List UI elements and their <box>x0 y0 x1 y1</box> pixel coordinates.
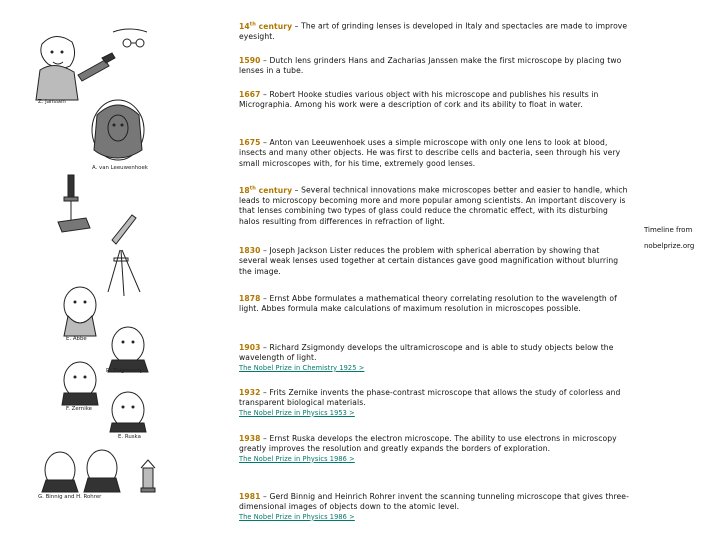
entry-date: 18th century <box>239 185 293 195</box>
brass-microscope-icon <box>58 175 90 232</box>
entry-text: – Frits Zernike invents the phase-contrast microscope that allows the study of colorless and transparent biological materials. <box>239 388 621 408</box>
entry-date: 1981 <box>239 492 261 501</box>
entry-date: 1903 <box>239 343 261 352</box>
zsigmondy-portrait <box>108 327 148 372</box>
entry-text: – Ernst Abbe formulates a mathematical theory correlating resolution to the wavelength of light. Abbes formula make calculations of maximum resolution in microscopes possible. <box>239 294 617 314</box>
entry-text: – Ernst Ruska develops the electron microscope. The ability to use electrons in microscopy greatly improves the resolution and greatly expands the borders of exploration. <box>239 434 617 454</box>
caption-zernike: F. Zernike <box>66 406 92 412</box>
sidebar-line-2: nobelprize.org <box>644 242 695 250</box>
caption-zsigmondy: R. Zsigmondy <box>106 368 143 374</box>
entry-text: – Joseph Jackson Lister reduces the problem with spherical aberration by showing that several weak lenses used together at certain distances gave good magnification without blurring the image. <box>239 246 619 276</box>
nobel-physics-1986-link[interactable]: The Nobel Prize in Physics 1986 > <box>239 454 355 463</box>
entry-date: 1675 <box>239 138 261 147</box>
timeline-entry-14th-century <box>239 19 629 42</box>
nobel-physics-1953-link[interactable]: The Nobel Prize in Physics 1953 > <box>239 408 355 417</box>
entry-text: – Anton van Leeuwenhoek uses a simple microscope with only one lens to look at blood, insects and many other objects. He was first to describe cells and bacteria, seen through his very small microscopes with, for his time, extremely good lenses. <box>239 138 621 168</box>
caption-ruska: E. Ruska <box>118 434 141 440</box>
entry-date: 1932 <box>239 388 261 397</box>
entry-date: 1830 <box>239 246 261 255</box>
caption-binnig-rohrer: G. Binnig and H. Rohrer <box>38 494 102 500</box>
abbe-portrait <box>64 287 96 336</box>
entry-date: 1878 <box>239 294 261 303</box>
entry-text: – Several technical innovations make microscopes better and easier to handle, which leads to microscopy becoming more and more popular among scientists. An important discovery is that lenses combining two types of glass could reduce the chromatic effect, with its disturbing halos resulting from differences in refraction of light. <box>239 185 628 226</box>
leeuwenhoek-portrait <box>92 100 144 160</box>
tube-microscope-icon <box>78 53 115 81</box>
entry-date: 1938 <box>239 434 261 443</box>
entry-text: – Gerd Binnig and Heinrich Rohrer invent the scanning tunneling microscope that gives three-dimensional images of objects down to the atomic level. <box>239 492 629 512</box>
timeline-entry-1903 <box>239 343 629 373</box>
zernike-portrait <box>62 362 98 405</box>
entry-text: – Robert Hooke studies various object with his microscope and publishes his results in Micrographia. Among his work were a description of cork and its ability to float in water. <box>239 90 599 110</box>
sidebar-line-1: Timeline from <box>644 226 693 234</box>
caption-leeuwenhoek: A. van Leeuwenhoek <box>92 165 148 171</box>
timeline-entry-1667 <box>239 90 629 111</box>
timeline-entry-18th-century <box>239 183 629 227</box>
caption-abbe: E. Abbe <box>66 336 87 342</box>
spectacles-icon <box>113 29 147 47</box>
timeline-entry-1938 <box>239 434 629 464</box>
janssen-portrait <box>36 36 78 100</box>
timeline-entry-1981 <box>239 492 629 522</box>
timeline-entry-1878 <box>239 294 629 315</box>
timeline-entry-1675 <box>239 138 629 169</box>
binnig-rohrer-portraits <box>42 450 120 492</box>
timeline-entry-1830 <box>239 246 629 277</box>
lantern-icon <box>141 460 155 492</box>
tripod-microscope-icon <box>108 215 140 296</box>
entry-date: 1590 <box>239 56 261 65</box>
entry-text: – Dutch lens grinders Hans and Zacharias Janssen make the first microscope by placing two lenses in a tube. <box>239 56 622 76</box>
entry-text: – The art of grinding lenses is developed in Italy and spectacles are made to improve eyesight. <box>239 21 628 41</box>
entry-text: – Richard Zsigmondy develops the ultramicroscope and is able to study objects below the wavelength of light. <box>239 343 614 363</box>
timeline-entry-1590 <box>239 56 629 77</box>
timeline-entry-1932 <box>239 388 629 418</box>
caption-janssen: Z. Janssen <box>38 99 66 105</box>
nobel-chemistry-1925-link[interactable]: The Nobel Prize in Chemistry 1925 > <box>239 363 365 372</box>
entry-date: 14th century <box>239 21 293 31</box>
nobel-physics-1986-link-2[interactable]: The Nobel Prize in Physics 1986 > <box>239 512 355 521</box>
ruska-portrait <box>110 392 146 432</box>
entry-date: 1667 <box>239 90 261 99</box>
